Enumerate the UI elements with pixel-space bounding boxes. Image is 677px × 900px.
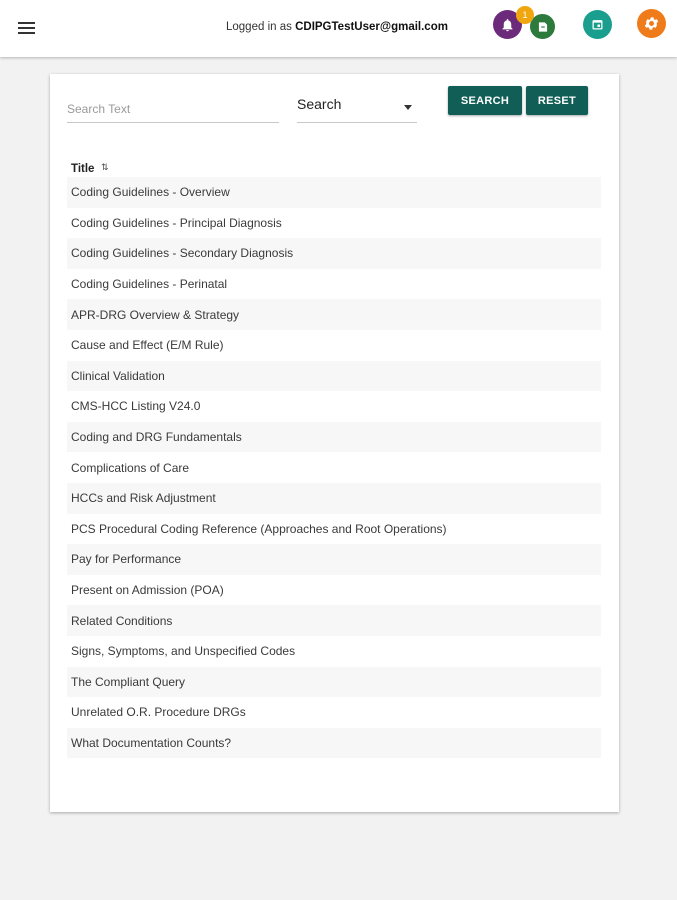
list-item[interactable]: Coding Guidelines - Perinatal (67, 269, 601, 300)
search-text-input[interactable] (67, 95, 279, 123)
top-bar (0, 0, 677, 57)
list-item[interactable]: Coding Guidelines - Overview (67, 177, 601, 208)
list-item[interactable]: HCCs and Risk Adjustment (67, 483, 601, 514)
logged-in-prefix: Logged in as (226, 21, 292, 33)
list-item[interactable]: Pay for Performance (67, 544, 601, 575)
dropdown-arrow-icon (404, 105, 412, 110)
title-list (67, 177, 601, 758)
list-item[interactable]: Coding and DRG Fundamentals (67, 422, 601, 453)
title-column-header[interactable]: Title (71, 163, 95, 175)
list-item[interactable]: What Documentation Counts? (67, 728, 601, 759)
list-item[interactable]: APR-DRG Overview & Strategy (67, 299, 601, 330)
search-type-value: Search (297, 96, 342, 112)
search-button[interactable]: SEARCH (448, 86, 522, 115)
list-item[interactable]: Present on Admission (POA) (67, 575, 601, 606)
list-item[interactable]: PCS Procedural Coding Reference (Approaches and Root Operations) (67, 514, 601, 545)
list-item[interactable]: Cause and Effect (E/M Rule) (67, 330, 601, 361)
content-card (50, 74, 619, 812)
logged-in-text (226, 21, 448, 33)
list-item[interactable]: Related Conditions (67, 605, 601, 636)
list-item[interactable]: Coding Guidelines - Principal Diagnosis (67, 208, 601, 239)
notification-count-badge: 1 (516, 6, 534, 24)
settings-gear-icon[interactable] (637, 9, 666, 38)
list-item[interactable]: Complications of Care (67, 452, 601, 483)
sort-icon[interactable]: ⇅ (101, 162, 109, 172)
list-item[interactable]: Signs, Symptoms, and Unspecified Codes (67, 636, 601, 667)
reset-button[interactable]: RESET (526, 86, 588, 115)
calendar-icon[interactable] (583, 10, 612, 39)
user-email: CDIPGTestUser@gmail.com (295, 21, 448, 33)
list-item[interactable]: CMS-HCC Listing V24.0 (67, 391, 601, 422)
list-item[interactable]: Unrelated O.R. Procedure DRGs (67, 697, 601, 728)
search-type-select[interactable] (297, 92, 417, 123)
list-item[interactable]: The Compliant Query (67, 667, 601, 698)
list-item[interactable]: Coding Guidelines - Secondary Diagnosis (67, 238, 601, 269)
hamburger-menu-icon[interactable] (18, 20, 36, 36)
list-item[interactable]: Clinical Validation (67, 361, 601, 392)
